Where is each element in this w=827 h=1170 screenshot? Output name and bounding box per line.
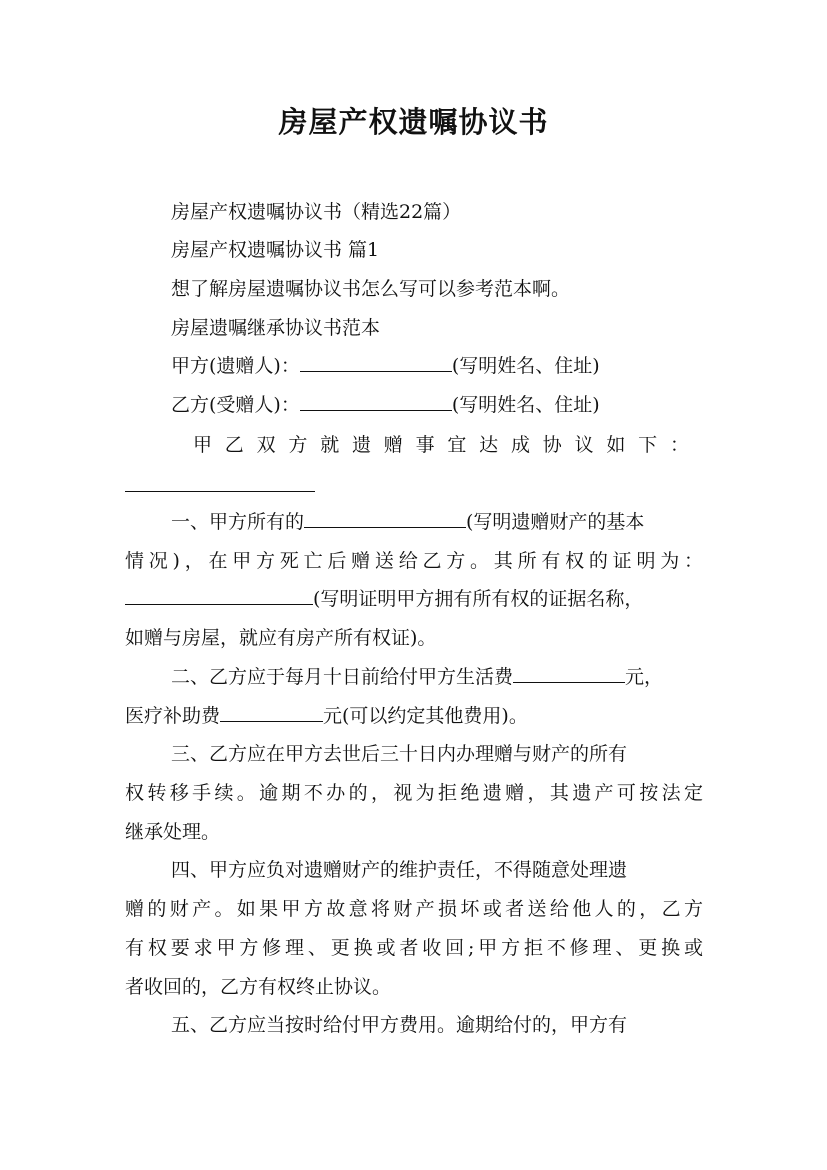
clause-2-text: 二、乙方应于每月十日前给付甲方生活费 xyxy=(171,666,514,688)
agreement-intro-char: 双 xyxy=(256,434,276,456)
agreement-intro-char: 议 xyxy=(574,434,594,456)
agreement-intro xyxy=(193,432,689,458)
clause-2-text: 元， xyxy=(625,666,664,688)
agreement-intro-char: 甲 xyxy=(193,434,213,456)
clause-2-text: 元(可以约定其他费用)。 xyxy=(323,705,528,727)
party-b-line xyxy=(171,392,600,418)
clause-2-line-1 xyxy=(171,664,663,690)
intro-line-2: 房屋产权遗嘱协议书 篇1 xyxy=(171,239,380,261)
clause-1-line-2: 情况)，在甲方死亡后赠送给乙方。其所有权的证明为： xyxy=(125,550,703,572)
clause-4-line-4: 者收回的，乙方有权终止协议。 xyxy=(125,976,392,998)
party-b-blank xyxy=(300,392,452,411)
clause-1-text: (写明证明甲方拥有所有权的证据名称， xyxy=(313,588,644,610)
agreement-intro-char: 乙 xyxy=(224,434,244,456)
clause-5-line-1: 五、乙方应当按时给付甲方费用。逾期给付的，甲方有 xyxy=(171,1014,628,1036)
intro-line-3: 想了解房屋遗嘱协议书怎么写可以参考范本啊。 xyxy=(171,278,571,300)
clause-1-proof-blank xyxy=(125,586,313,605)
clause-1-blank xyxy=(304,509,466,528)
document-title: 房屋产权遗嘱协议书 xyxy=(278,105,549,139)
clause-2-medical-blank xyxy=(220,703,323,722)
agreement-intro-char: 遗 xyxy=(351,434,371,456)
party-a-hint: (写明姓名、住址) xyxy=(451,355,600,377)
agreement-intro-char: 协 xyxy=(542,434,562,456)
party-a-label: 甲方(遗赠人)： xyxy=(171,355,300,377)
intro-line-4: 房屋遗嘱继承协议书范本 xyxy=(171,317,381,339)
clause-1-line-1 xyxy=(171,509,644,535)
agreement-intro-char: 达 xyxy=(479,434,499,456)
agreement-intro-char: 赠 xyxy=(383,434,403,456)
clause-4-line-3: 有权要求甲方修理、更换或者收回;甲方拒不修理、更换或 xyxy=(125,937,703,959)
agreement-intro-char: 如 xyxy=(606,434,626,456)
agreement-intro-char: 下 xyxy=(638,434,658,456)
party-a-blank xyxy=(300,353,452,372)
intro-line-1: 房屋产权遗嘱协议书（精选22篇） xyxy=(171,201,462,223)
agreement-intro-char: 就 xyxy=(320,434,340,456)
clause-3-line-3: 继承处理。 xyxy=(125,821,221,843)
agreement-intro-char: 方 xyxy=(288,434,308,456)
agreement-intro-char: ： xyxy=(669,434,689,456)
clause-2-living-blank xyxy=(513,664,625,683)
agreement-intro-char: 成 xyxy=(510,434,530,456)
clause-4-line-2: 赠的财产。如果甲方故意将财产损坏或者送给他人的，乙方 xyxy=(125,898,703,920)
party-b-label: 乙方(受赠人)： xyxy=(171,394,300,416)
clause-1-text: (写明遗赠财产的基本 xyxy=(466,511,645,533)
party-b-hint: (写明姓名、住址) xyxy=(451,394,600,416)
clause-3-line-1: 三、乙方应在甲方去世后三十日内办理赠与财产的所有 xyxy=(171,743,628,765)
clause-3-line-2: 权转移手续。逾期不办的，视为拒绝遗赠，其遗产可按法定 xyxy=(125,782,703,804)
clause-2-line-2 xyxy=(125,703,703,729)
agreement-intro-char: 宜 xyxy=(447,434,467,456)
party-a-line xyxy=(171,353,600,379)
clause-1-text: 一、甲方所有的 xyxy=(171,511,305,533)
clause-4-line-1: 四、甲方应负对遗赠财产的维护责任，不得随意处理遗 xyxy=(171,859,628,881)
blank-underline xyxy=(125,491,315,492)
agreement-intro-char: 事 xyxy=(415,434,435,456)
clause-1-line-3 xyxy=(125,586,703,612)
clause-2-text: 医疗补助费 xyxy=(125,705,221,727)
clause-1-line-4: 如赠与房屋，就应有房产所有权证)。 xyxy=(125,627,437,649)
